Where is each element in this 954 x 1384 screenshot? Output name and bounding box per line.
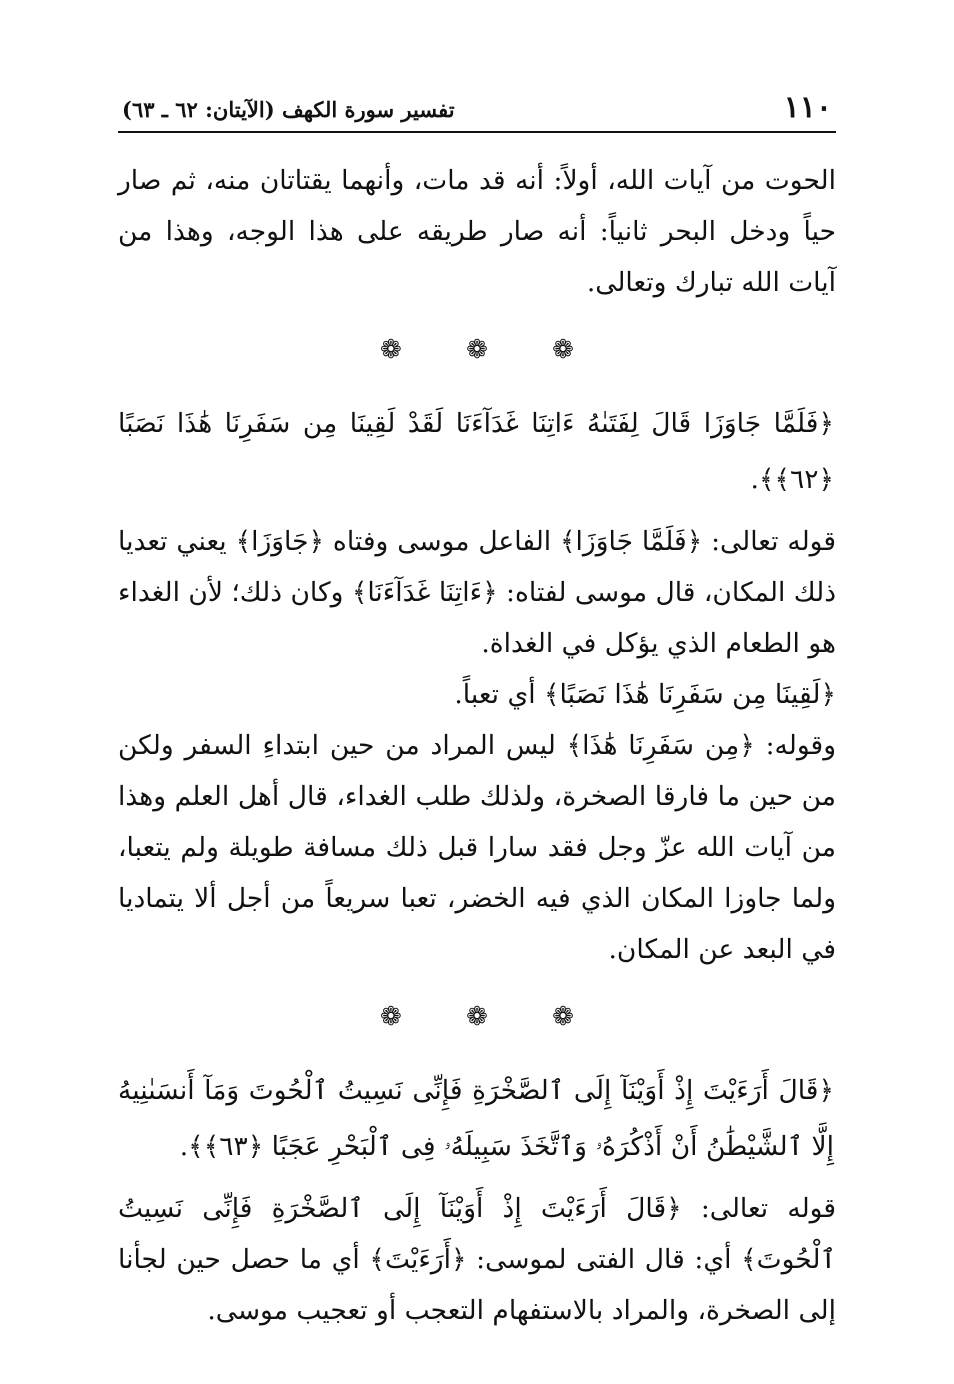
quran-verse-63: ﴿قَالَ أَرَءَيْتَ إِذْ أَوَيْنَآ إِلَى ٱلصَّخْرَةِ فَإِنِّى نَسِيتُ ٱلْحُوتَ وَمَآ أَنسَىٰنِيهُ إِلَّا ٱلشَّيْطَٰنُ أَنْ أَذْكُرَهُۥ وَٱتَّخَذَ سَبِيلَهُۥ فِى ٱلْبَحْرِ عَجَبًا ﴿٦٣﴾﴾. bbox=[118, 1075, 834, 1162]
section-divider: ❁ ❁ ❁ bbox=[380, 1002, 602, 1032]
section-divider: ❁ ❁ ❁ bbox=[380, 335, 602, 365]
paragraph-commentary-4: قوله تعالى: ﴿قَالَ أَرَءَيْتَ إِذْ أَوَيْنَآ إِلَى ٱلصَّخْرَةِ فَإِنِّى نَسِيتُ ٱلْحُوتَ﴾ أي: قال الفتى لموسى: ﴿أَرَءَيْتَ﴾ أي ما حصل حين لجأنا إلى الصخرة، والمراد بالاستفهام التعجب أو تعجيب موسى. bbox=[118, 1193, 836, 1326]
paragraph-commentary-3: وقوله: ﴿مِن سَفَرِنَا هَٰذَا﴾ ليس المراد من حين ابتداءِ السفر ولكن من حين ما فارقا الصخرة، ولذلك طلب الغداء، قال أهل العلم وهذا من آيات الله عزّ وجل فقد سارا قبل ذلك مسافة طويلة ولم يتعبا، ولما جاوزا المكان الذي فيه الخضر، تعبا سريعاً من أجل ألا يتماديا في البعد عن المكان. bbox=[118, 730, 836, 965]
paragraph-intro: الحوت من آيات الله، أولاً: أنه قد مات، وأنهما يقتاتان منه، ثم صار حياً ودخل البحر ثانياً: أنه صار طريقه على هذا الوجه، وهذا من آيات الله تبارك وتعالى. bbox=[118, 165, 836, 298]
quran-verse-62: ﴿فَلَمَّا جَاوَزَا قَالَ لِفَتَىٰهُ ءَاتِنَا غَدَآءَنَا لَقَدْ لَقِينَا مِن سَفَرِنَا هَٰذَا نَصَبًا ﴿٦٢﴾﴾. bbox=[118, 408, 834, 495]
header-rule bbox=[118, 131, 836, 133]
page-header bbox=[118, 90, 836, 131]
paragraph-commentary-2: ﴿لَقِينَا مِن سَفَرِنَا هَٰذَا نَصَبًا﴾ أي تعباً. bbox=[454, 679, 836, 710]
paragraph-commentary-1: قوله تعالى: ﴿فَلَمَّا جَاوَزَا﴾ الفاعل موسى وفتاه ﴿جَاوَزَا﴾ يعني تعديا ذلك المكان، قال موسى لفتاه: ﴿ءَاتِنَا غَدَآءَنَا﴾ وكان ذلك؛ لأن الغداء هو الطعام الذي يؤكل في الغداة. bbox=[118, 526, 836, 659]
running-title: تفسير سورة الكهف (الآيتان: ٦٢ ـ ٦٣) bbox=[122, 97, 455, 122]
page-number: ١١٠ bbox=[783, 90, 832, 125]
